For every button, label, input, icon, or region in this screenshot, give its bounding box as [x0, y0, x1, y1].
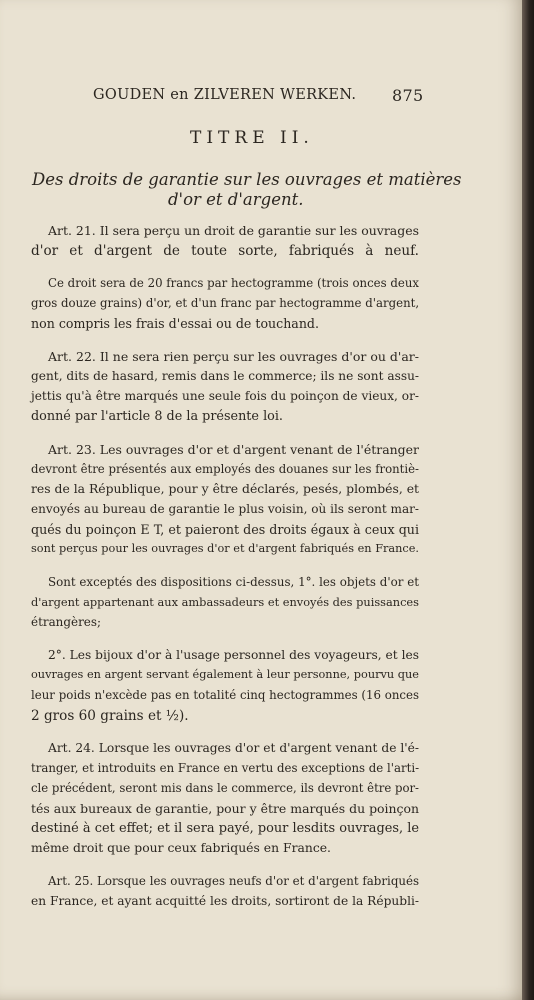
text-line: ouvrages en argent servant également à leur personne, pourvu que	[31, 668, 419, 681]
text-line: Art. 21. Il sera perçu un droit de garantie sur les ouvrages	[48, 223, 419, 238]
text-line: en France, et ayant acquitté les droits, sortiront de la Républi-	[31, 894, 419, 908]
page-edge-shadow	[522, 0, 534, 1000]
text-line: qués du poinçon E T, et paieront des droits égaux à ceux qui	[31, 522, 419, 537]
text-line: donné par l'article 8 de la présente loi.	[31, 409, 283, 424]
text-line: Ce droit sera de 20 francs par hectogramme (trois onces deux	[48, 276, 419, 290]
text-line: 2°. Les bijoux d'or à l'usage personnel des voyageurs, et les	[48, 648, 419, 662]
running-title	[93, 87, 356, 103]
text-line: gent, dits de hasard, remis dans le commerce; ils ne sont assu-	[31, 369, 419, 383]
section-subtitle-line-1: Des droits de garantie sur les ouvrages et matières	[32, 170, 462, 189]
text-line: res de la République, pour y être déclarés, pesés, plombés, et	[31, 482, 419, 496]
text-line: d'argent appartenant aux ambassadeurs et envoyés des puissances	[31, 595, 419, 609]
text-line: Art. 25. Lorsque les ouvrages neufs d'or et d'argent fabriqués	[48, 874, 420, 888]
text-line: tés aux bureaux de garantie, pour y être marqués du poinçon	[31, 801, 419, 816]
text-line: sont perçus pour les ouvrages d'or et d'argent fabriqués en France.	[31, 542, 419, 555]
text-line: non compris les frais d'essai ou de touchand.	[31, 316, 319, 331]
text-line: Art. 24. Lorsque les ouvrages d'or et d'argent venant de l'é-	[48, 741, 419, 755]
text-line: 2 gros 60 grains et ½).	[31, 708, 189, 724]
text-line: étrangères;	[31, 615, 101, 629]
text-line: envoyés au bureau de garantie le plus voisin, où ils seront mar-	[31, 502, 419, 516]
text-line: même droit que pour ceux fabriqués en France.	[31, 841, 331, 855]
text-line: devront être présentés aux employés des douanes sur les frontiè-	[31, 462, 419, 476]
text-line: leur poids n'excède pas en totalité cinq hectogrammes (16 onces	[31, 688, 419, 702]
text-line: d'or et d'argent de toute sorte, fabriqués à neuf.	[31, 243, 419, 259]
text-line: cle précédent, seront mis dans le commerce, ils devront être por-	[31, 781, 419, 795]
section-title: TITRE II.	[190, 128, 314, 148]
text-line: Art. 22. Il ne sera rien perçu sur les ouvrages d'or ou d'ar-	[48, 349, 419, 364]
page-number: 875	[392, 86, 424, 105]
text-line: gros douze grains) d'or, et d'un franc par hectogramme d'argent,	[31, 296, 420, 310]
text-line: Art. 23. Les ouvrages d'or et d'argent venant de l'étranger	[48, 442, 419, 457]
text-line: jettis qu'à être marqués une seule fois du poinçon de vieux, or-	[31, 389, 419, 403]
running-title-text: GOUDEN en ZILVEREN WERKEN.	[93, 87, 357, 103]
section-subtitle-line-2: d'or et d'argent.	[168, 190, 304, 209]
text-line: tranger, et introduits en France en vertu des exceptions de l'arti-	[31, 761, 420, 775]
text-line: Sont exceptés des dispositions ci-dessus, 1°. les objets d'or et	[48, 575, 419, 589]
text-line: destiné à cet effet; et il sera payé, pour lesdits ouvrages, le	[31, 821, 419, 836]
